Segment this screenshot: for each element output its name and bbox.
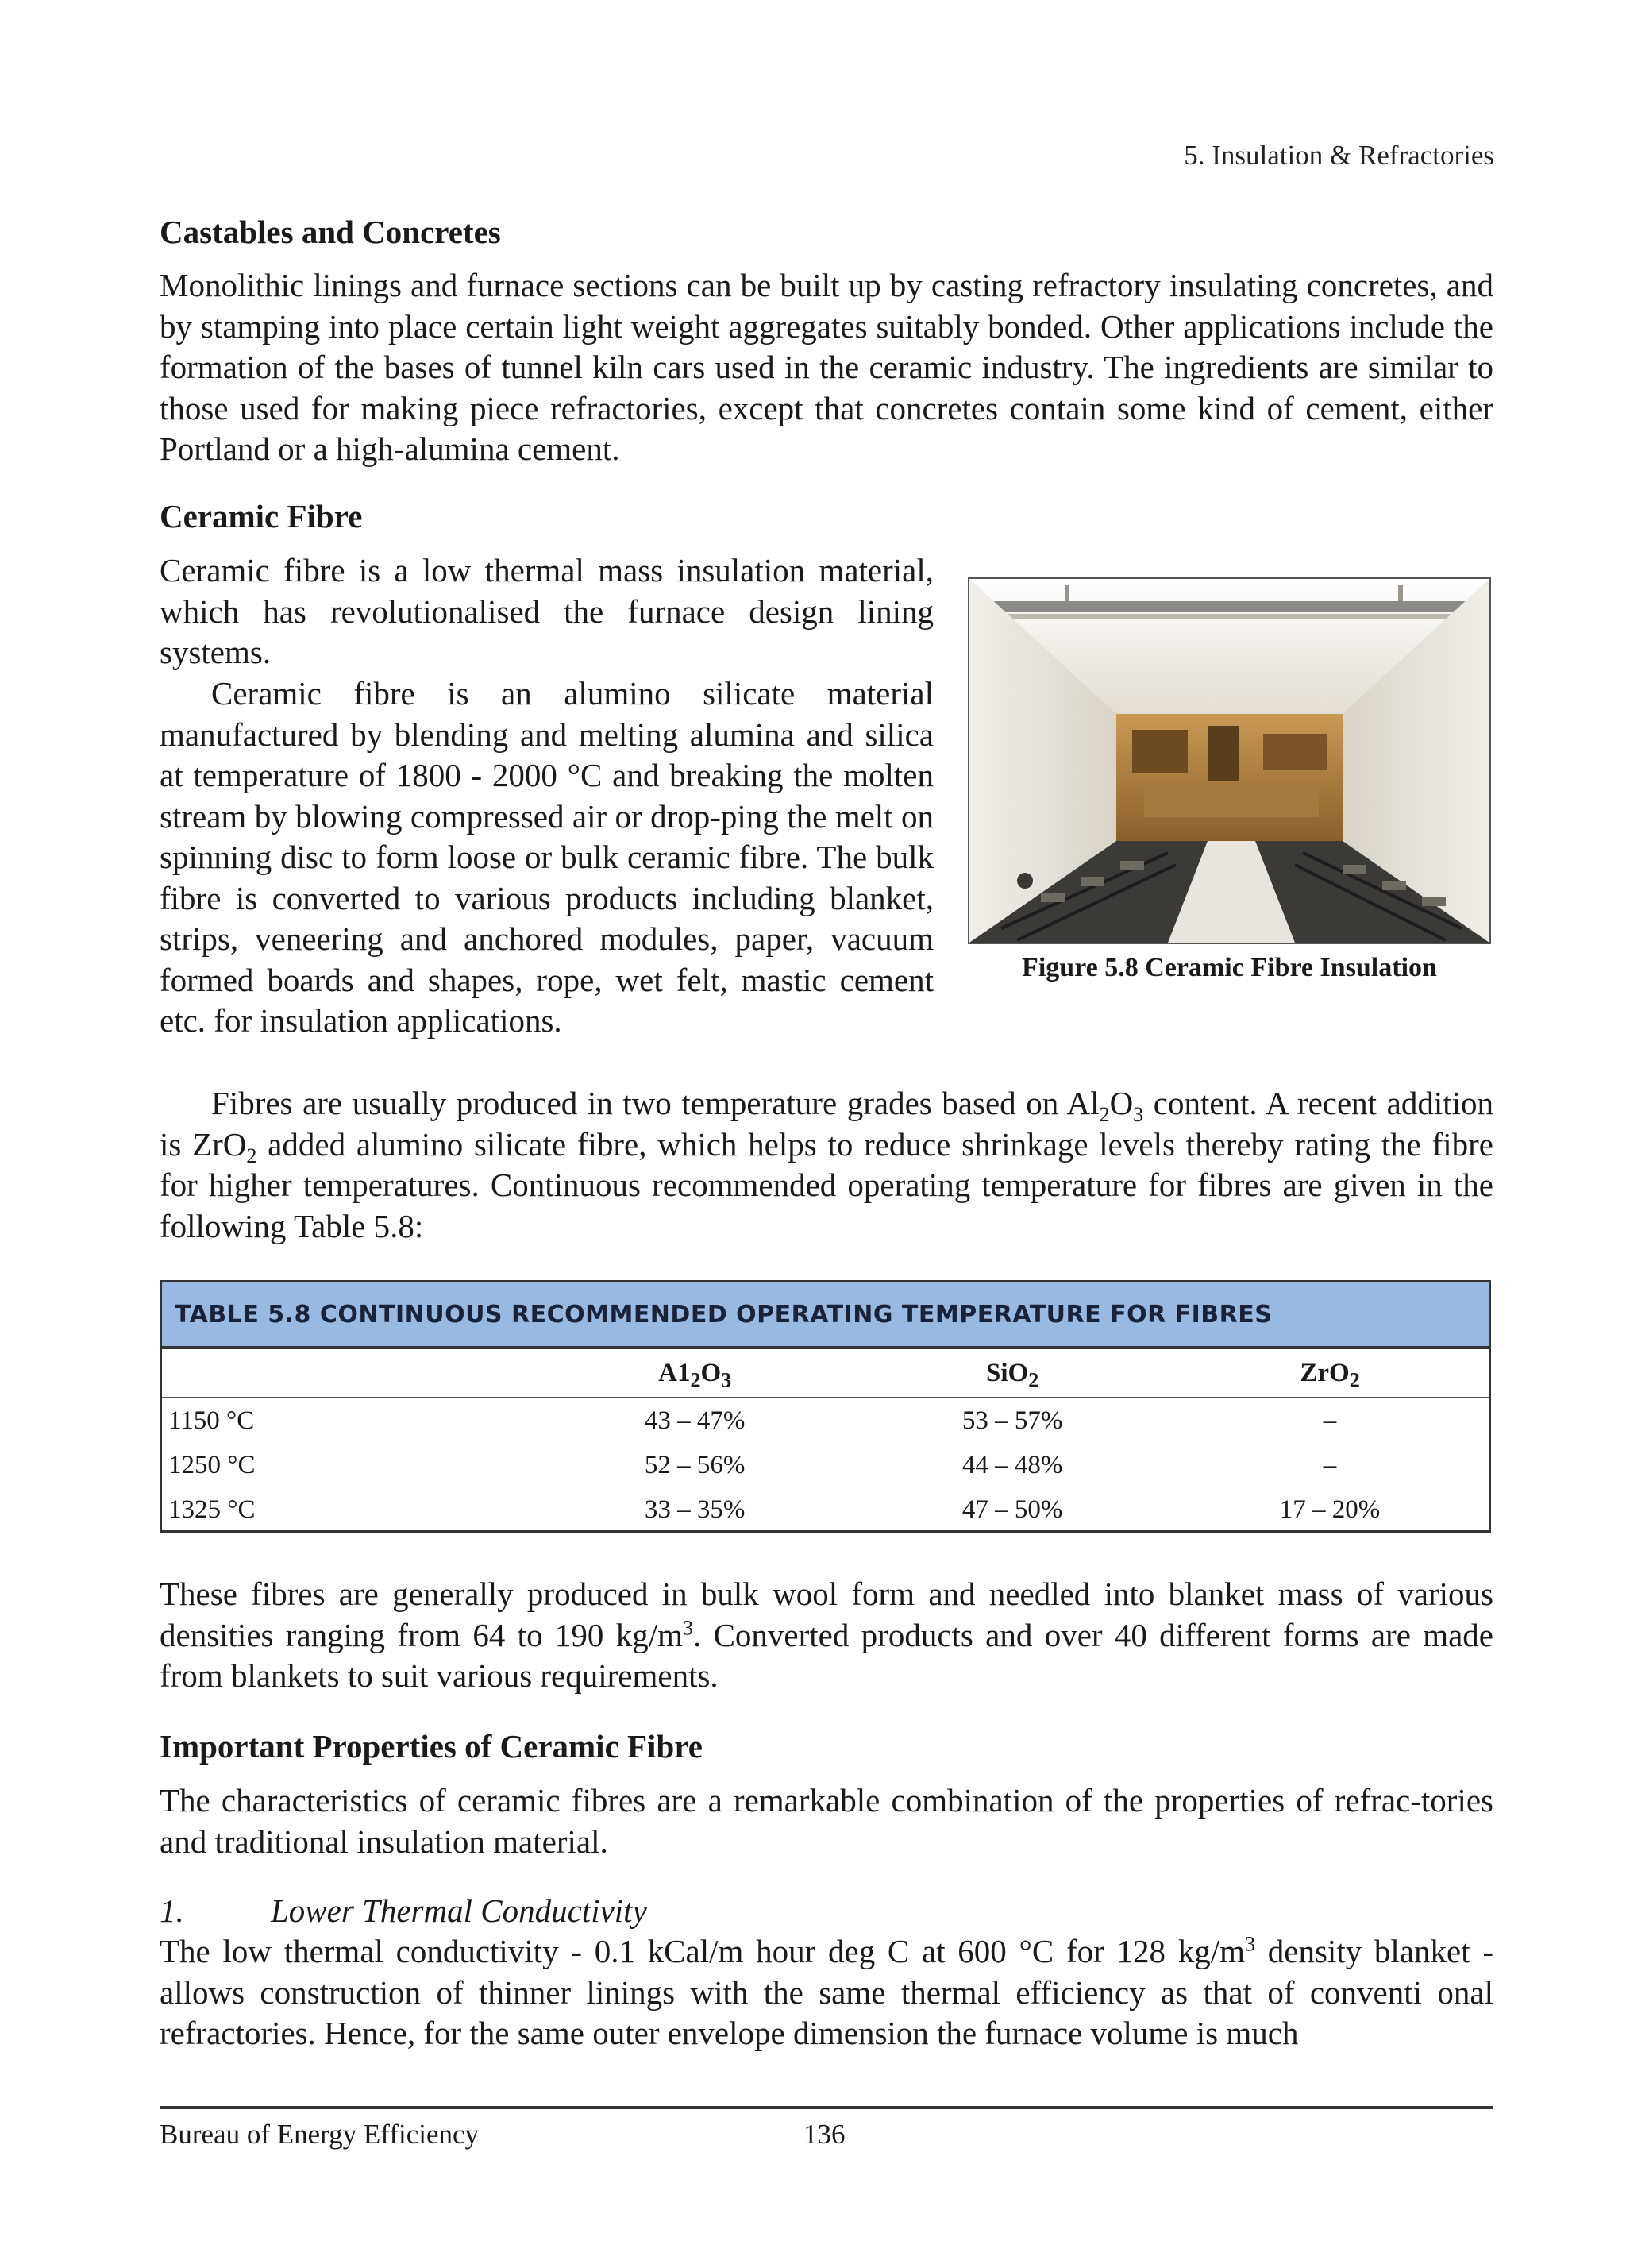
table-cell-al2o3: 52 – 56% (644, 1450, 746, 1479)
figure-ceramic-fibre-photo (968, 577, 1491, 944)
list-item-title: Lower Thermal Conductivity (271, 1892, 647, 1929)
paragraph-thermal-conductivity: The low thermal conductivity - 0.1 kCal/m hour deg C at 600 °C for 128 $kg/m^3$ density blanket - allows construction of thinner linings with the same thermal efficiency as that of conventi onal refractories. Hence, for the same outer envelope dimension the furnace volume is much (160, 1932, 1493, 2051)
paragraph-ceramic-fibre-intro: Ceramic fibre is a low thermal mass insulation material, which has revolutionalised the furnace design lining systems. (160, 552, 934, 670)
heading-ceramic-fibre: Ceramic Fibre (160, 498, 363, 534)
table-cell-temp: 1150 °C (168, 1406, 255, 1435)
table-cell-sio2: 53 – 57% (961, 1406, 1063, 1435)
list-item-heading (160, 1891, 1493, 1932)
paragraph-fibre-grades: Fibres are usually produced in two temperature grades based on $Al_2O_3$ content. A recent addition is ZrO$_2$ added alumino silicate fibre, which helps to reduce shrinkage levels thereby rating the fibre for higher temperatures. Continuous recommended operating temperature for fibres are given in the following Table 5.8: (160, 1085, 1494, 1244)
table-cell-al2o3: 43 – 47% (644, 1406, 746, 1435)
running-head: 5. Insulation & Refractories (1184, 140, 1494, 171)
list-item-number: 1. (160, 1892, 184, 1929)
table-header-row (162, 1349, 1489, 1398)
table-title: TABLE 5.8 CONTINUOUS RECOMMENDED OPERATING TEMPERATURE FOR FIBRES (162, 1282, 1489, 1349)
table-header-al2o3: $A1_2O_3$ (658, 1358, 732, 1392)
heading-castables: Castables and Concretes (160, 214, 501, 250)
page-number: 136 (803, 2119, 846, 2150)
table-cell-zro2: – (1323, 1450, 1337, 1479)
table-header-zro2: ZrO$_2$ (1300, 1358, 1360, 1392)
table-cell-zro2: – (1323, 1406, 1337, 1435)
table-row (162, 1443, 1489, 1487)
footer-divider (160, 2106, 1493, 2109)
table-header-sio2: SiO$_2$ (986, 1358, 1039, 1392)
table-cell-al2o3: 33 – 35% (644, 1495, 746, 1524)
table-cell-temp: 1250 °C (168, 1450, 256, 1479)
paragraph-castables: Monolithic linings and furnace sections can be built up by casting refractory insulating concretes, and by stamping into place certain light weight aggregates suitably bonded. Other applications include the formation of the bases of tunnel kiln cars used in the ceramic industry. The ingredients are similar to those used for making piece refractories, except that concretes contain some kind of cement, either Portland or a high-alumina cement. (160, 267, 1493, 467)
heading-important-properties: Important Properties of Ceramic Fibre (160, 1728, 703, 1765)
furnace-interior-image (969, 579, 1489, 943)
table-cell-sio2: 47 – 50% (961, 1495, 1063, 1524)
table-cell-temp: 1325 °C (168, 1495, 256, 1524)
figure-caption: Figure 5.8 Ceramic Fibre Insulation (1022, 953, 1437, 982)
footer-publisher: Bureau of Energy Efficiency (160, 2119, 480, 2150)
table-cell-zro2: 17 – 20% (1279, 1495, 1381, 1524)
table-cell-sio2: 44 – 48% (961, 1450, 1063, 1479)
paragraph-ceramic-fibre-manufacture: Ceramic fibre is an alumino silicate material manufactured by blending and melting alumina and silica at temperature of 1800 - 2000 °C and breaking the molten stream by blowing compressed air or drop-ping the melt on spinning disc to form loose or bulk ceramic fibre. The bulk fibre is converted to various products including blanket, strips, veneering and anchored modules, paper, vacuum formed boards and shapes, rope, wet felt, mastic cement etc. for insulation applications. (160, 675, 934, 1039)
paragraph-fibre-forms: These fibres are generally produced in bulk wool form and needled into blanket mass of various densities ranging from 64 to 190 $kg/m^3$. Converted products and over 40 different forms are made from blankets to suit various requirements. (160, 1576, 1494, 1694)
table-row (162, 1487, 1489, 1532)
paragraph-properties-intro: The characteristics of ceramic fibres are a remarkable combination of the properties of refrac-tories and traditional insulation material. (160, 1782, 1493, 1860)
table-5-8 (160, 1280, 1491, 1533)
table-row (162, 1398, 1489, 1443)
